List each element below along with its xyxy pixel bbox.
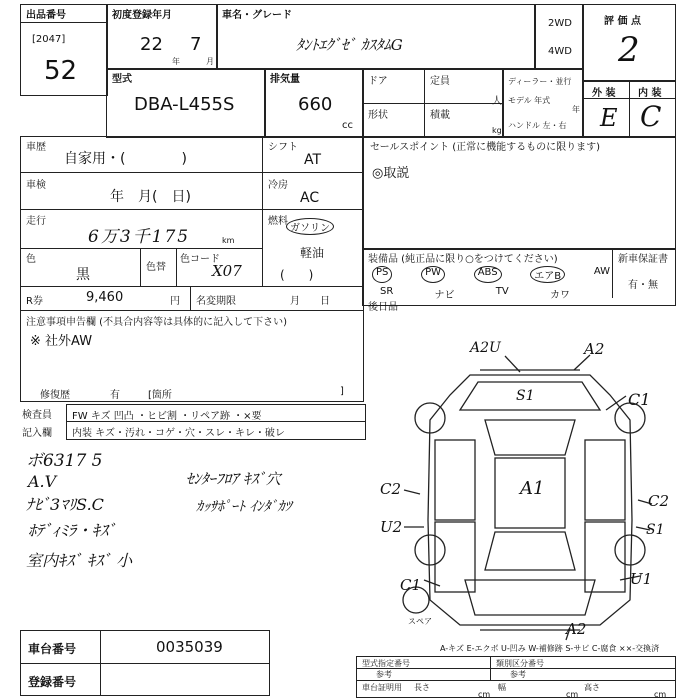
ac-label: 冷房 — [268, 180, 288, 191]
class-label: 類別区分番号 — [496, 659, 544, 668]
height-unit: cm — [654, 690, 667, 699]
fuel-circled: ガソリン — [286, 218, 334, 235]
diag-a2u: A2U — [470, 340, 501, 356]
first-reg-label: 初度登録年月 — [112, 10, 172, 21]
ac-value: AC — [300, 190, 320, 206]
lot-number: 52 — [44, 56, 78, 86]
divider — [490, 656, 491, 680]
equip-leather: カワ — [550, 290, 570, 301]
inspection-value: 年 月( 日) — [110, 189, 191, 205]
first-reg-year: 22 — [140, 34, 163, 55]
inspector-label: 検査員 — [22, 410, 52, 421]
sales-value: ◎取説 — [372, 166, 410, 181]
expiry-label: 名変期限 — [196, 296, 236, 307]
tax-label: R券 — [26, 296, 43, 307]
handwriting-7: ｶｯｻﾎﾟｰﾄ ｲﾝﾀﾞｶﾂ — [196, 499, 292, 515]
equip-pw: PW — [421, 266, 445, 283]
diag-s1: S1 — [516, 388, 535, 404]
grade-value: 2 — [618, 30, 640, 70]
repair-label: 修復歴 — [40, 390, 70, 401]
equip-abs: ABS — [474, 266, 502, 283]
ext-value: E — [600, 104, 618, 132]
equipment-label: 装備品 (純正品に限り○をつけてください) — [368, 254, 558, 265]
color-code-label: 色コード — [180, 254, 220, 265]
tax-value: 9,460 — [86, 290, 124, 305]
width-unit: cm — [566, 690, 579, 699]
int-value: C — [640, 100, 662, 133]
capacity-label: 定員 — [430, 76, 450, 87]
chassis-label: 車台番号 — [28, 642, 77, 656]
height-label: 高さ — [584, 683, 600, 692]
diag-spare: スペア — [408, 617, 432, 626]
load-unit: kg — [492, 126, 502, 135]
car-name-value: ﾀﾝﾄｴｸﾞｾﾞ ｶｽﾀﾑG — [296, 36, 403, 54]
grade-label: 評 価 点 — [604, 16, 641, 27]
mileage-unit: km — [222, 236, 235, 245]
equip-tv: TV — [495, 286, 509, 297]
equip-ps: PS — [372, 266, 392, 283]
length-label: 長さ — [414, 683, 430, 692]
divider — [100, 630, 101, 696]
lot-label: 出品番号 — [26, 10, 66, 21]
color-code-value: X07 — [212, 262, 242, 280]
damage-legend: A-キズ E-エクボ U-凹み W-補修跡 S-サビ C-腐食 ××-交換済 — [440, 644, 660, 653]
handwriting-1: ボ6317 5 — [26, 451, 103, 471]
chassis-value: 0035039 — [156, 638, 223, 656]
first-reg-year-unit: 年 — [172, 57, 180, 66]
disp-label: 排気量 — [270, 74, 300, 85]
notes-label: 注意事項申告欄 (不具合内容等は具体的に記入して下さい) — [26, 317, 287, 328]
load-label: 積載 — [430, 110, 450, 121]
ext-label: 外 装 — [592, 88, 616, 99]
dealer-label: ディーラー・並行 — [508, 77, 572, 86]
cert-label: 車台証明用 — [362, 683, 402, 692]
shift-label: シフト — [268, 142, 298, 153]
spec-ref: 参考 — [376, 670, 392, 679]
color-label: 色 — [26, 254, 36, 265]
drive-2wd: 2WD — [548, 18, 572, 29]
width-label: 幅 — [498, 683, 506, 692]
repair-value: 有 — [110, 390, 120, 401]
handwriting-3: ﾅﾋﾞ3ﾏﾘS.C — [26, 495, 104, 514]
fuel-alt: 軽油 — [300, 246, 325, 260]
equip-navi: ナビ — [434, 290, 455, 301]
equip-aw: AW — [593, 266, 610, 277]
fuel-label: 燃料 — [268, 216, 288, 227]
equip-sr: SR — [380, 286, 394, 297]
capacity-unit: 人 — [492, 96, 502, 107]
handwriting-5: 室内ｷｽﾞ ｷｽﾞ 小 — [26, 551, 133, 570]
color-change-label: 色替 — [146, 262, 166, 273]
notes-value: ※ 社外AW — [30, 334, 93, 349]
mileage-label: 走行 — [26, 216, 46, 227]
diag-c1-bottom: C1 — [400, 576, 422, 594]
sales-label: セールスポイント (正常に機能するものに限ります) — [370, 142, 601, 153]
shape-label: 形状 — [368, 110, 388, 121]
shift-value: AT — [304, 152, 322, 168]
legend-line2: 内装 キズ・汚れ・コゲ・穴・スレ・キレ・破レ — [72, 428, 285, 439]
divider — [356, 680, 676, 681]
diag-s1-right: S1 — [646, 522, 665, 538]
length-unit: cm — [478, 690, 491, 699]
repair-place: [箇所 — [148, 390, 172, 401]
equip-airbag: エアB — [530, 266, 565, 283]
diag-a2: A2 — [584, 340, 605, 358]
expiry-value: 月 日 — [290, 296, 330, 307]
history-value: 自家用・( ) — [64, 151, 187, 167]
model-value: DBA-L455S — [134, 94, 235, 115]
color-value: 黒 — [76, 267, 90, 283]
diag-a1: A1 — [520, 478, 545, 499]
reg-label: 登録番号 — [28, 675, 77, 689]
disp-value: 660 — [298, 94, 333, 115]
rear-label: 後日品 — [368, 302, 398, 313]
diag-c2-left: C2 — [380, 480, 402, 498]
fuel-paren: ( ) — [280, 268, 314, 282]
model-year-label: モデル 年式 — [508, 96, 551, 105]
diag-c1: C1 — [628, 390, 651, 409]
car-name-label: 車名・グレード — [222, 10, 292, 21]
door-label: ドア — [368, 76, 388, 87]
handwriting-6: ｾﾝﾀｰﾌﾛｱ ｷｽﾞ穴 — [186, 470, 281, 488]
int-label: 内 装 — [638, 88, 662, 99]
recorder-label: 記入欄 — [22, 428, 52, 439]
handwriting-2: A.V — [28, 472, 57, 491]
tax-unit: 円 — [170, 296, 180, 307]
model-year-unit: 年 — [572, 105, 580, 114]
diag-a2-bottom: A2 — [566, 620, 587, 638]
diag-u2: U2 — [380, 518, 403, 536]
first-reg-month-unit: 月 — [206, 57, 214, 66]
handwriting-4: ﾎﾃﾞｨﾐﾗ・ｷｽﾞ — [28, 521, 117, 540]
inspection-label: 車検 — [26, 180, 46, 191]
diag-c2-right: C2 — [648, 492, 670, 510]
warranty-label: 新車保証書 — [618, 254, 668, 265]
divider — [20, 663, 270, 664]
diag-u1: U1 — [630, 570, 653, 588]
history-label: 車歴 — [26, 142, 46, 153]
disp-unit: cc — [342, 120, 353, 131]
first-reg-month: 7 — [190, 34, 202, 55]
class-ref: 参考 — [510, 670, 526, 679]
lot-code: [2047] — [32, 34, 66, 45]
legend-line1: FW キズ 凹凸 ・ヒビ割 ・リペア跡 ・×要 — [72, 411, 262, 422]
drive-4wd: 4WD — [548, 46, 572, 57]
handle-label: ハンドル 左・右 — [508, 121, 567, 130]
mileage-value: 6万3千175 — [88, 227, 191, 247]
model-label: 型式 — [112, 74, 132, 85]
warranty-value: 有・無 — [628, 280, 658, 291]
repair-close: ] — [340, 386, 344, 397]
spec-label: 型式指定番号 — [362, 659, 410, 668]
